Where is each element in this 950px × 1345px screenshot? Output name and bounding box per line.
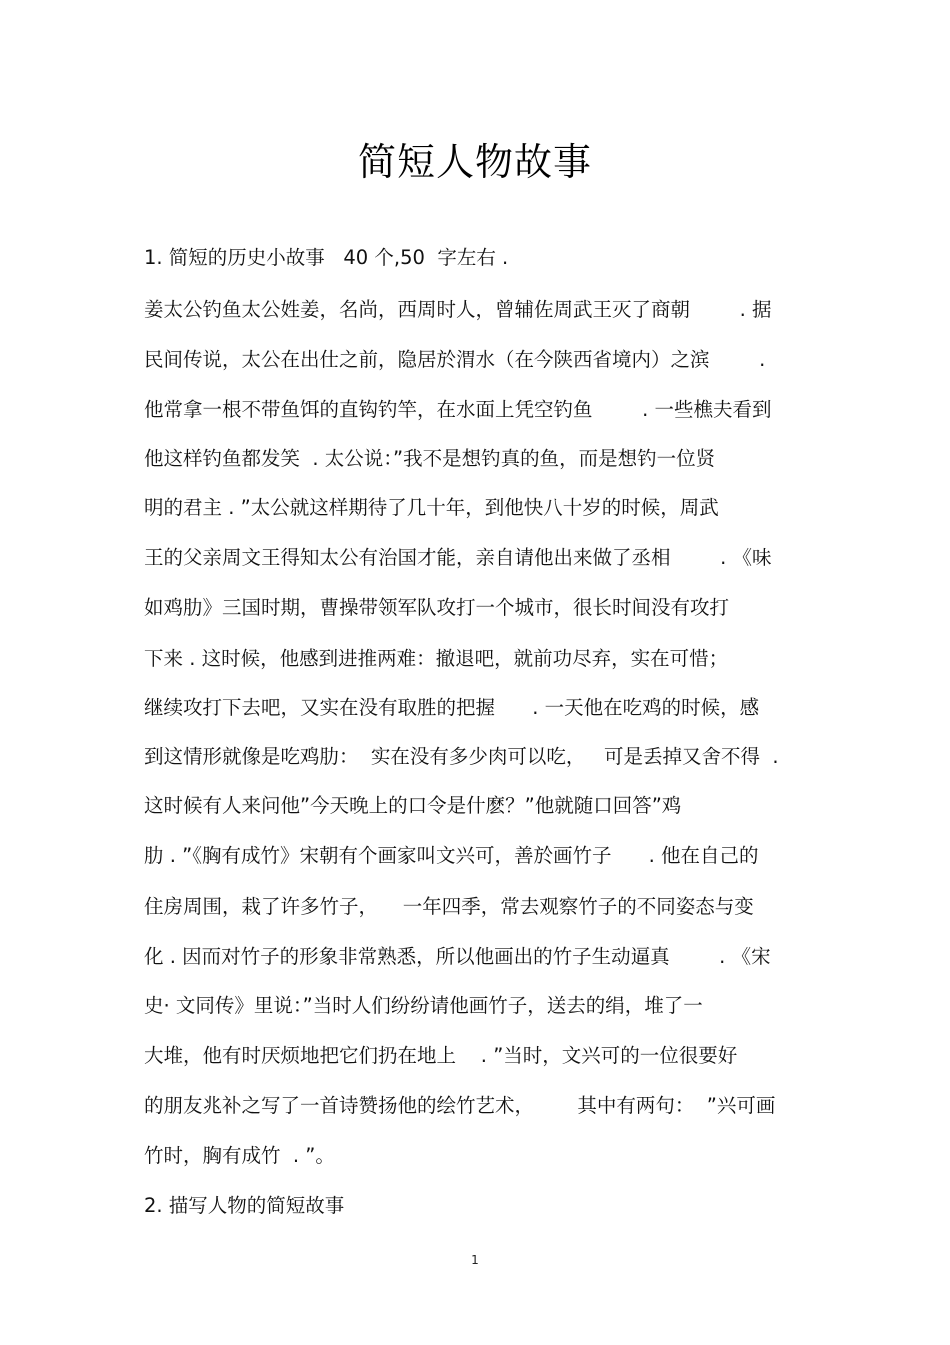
body-line: 的朋友兆补之写了一首诗赞扬他的绘竹艺术， 其中有两句： ”兴可画	[144, 1094, 776, 1117]
section-heading: 1. 简短的历史小故事 40 个,50 字左右 .	[144, 246, 509, 269]
page-number: 1	[471, 1253, 479, 1267]
section-heading: 2. 描写人物的简短故事	[144, 1194, 345, 1217]
body-line: 他常拿一根不带鱼饵的直钩钓竿，在水面上凭空钓鱼 . 一些樵夫看到	[144, 398, 772, 421]
body-line: 他这样钓鱼都发笑 . 太公说：”我不是想钓真的鱼，而是想钓一位贤	[144, 447, 716, 470]
body-line: 肋 . ”《胸有成竹》宋朝有个画家叫文兴可，善於画竹子 . 他在自己的	[144, 844, 759, 867]
body-line: 王的父亲周文王得知太公有治国才能，亲自请他出来做了丞相 . 《味	[144, 546, 772, 569]
body-line: 民间传说，太公在出仕之前，隐居於渭水（在今陕西省境内）之滨 .	[144, 348, 766, 371]
body-line: 到这情形就像是吃鸡肋： 实在没有多少肉可以吃， 可是丢掉又舍不得 .	[144, 745, 779, 768]
body-line: 明的君主 . ”太公就这样期待了几十年，到他快八十岁的时候，周武	[144, 496, 719, 519]
body-line: 史· 文同传》里说：”当时人们纷纷请他画竹子，送去的绢，堆了一	[144, 994, 703, 1017]
document-title: 简短人物故事	[357, 140, 592, 184]
body-line: 继续攻打下去吧，又实在没有取胜的把握 . 一天他在吃鸡的时候，感	[144, 696, 760, 719]
body-line: 大堆，他有时厌烦地把它们扔在地上 . ”当时，文兴可的一位很要好	[144, 1044, 738, 1067]
body-line: 姜太公钓鱼太公姓姜，名尚，西周时人，曾辅佐周武王灭了商朝 . 据	[144, 298, 772, 321]
body-line: 如鸡肋》三国时期，曹操带领军队攻打一个城市，很长时间没有攻打	[144, 596, 730, 619]
body-line: 竹时，胸有成竹 . ”。	[144, 1144, 335, 1167]
body-line: 下来 . 这时候，他感到进推两难：撤退吧，就前功尽弃，实在可惜；	[144, 647, 729, 670]
body-line: 住房周围，栽了许多竹子， 一年四季，常去观察竹子的不同姿态与变	[144, 895, 754, 918]
body-line: 这时候有人来问他”今天晚上的口令是什麽？”他就随口回答”鸡	[144, 794, 682, 817]
body-line: 化 . 因而对竹子的形象非常熟悉，所以他画出的竹子生动逼真 . 《宋	[144, 945, 771, 968]
